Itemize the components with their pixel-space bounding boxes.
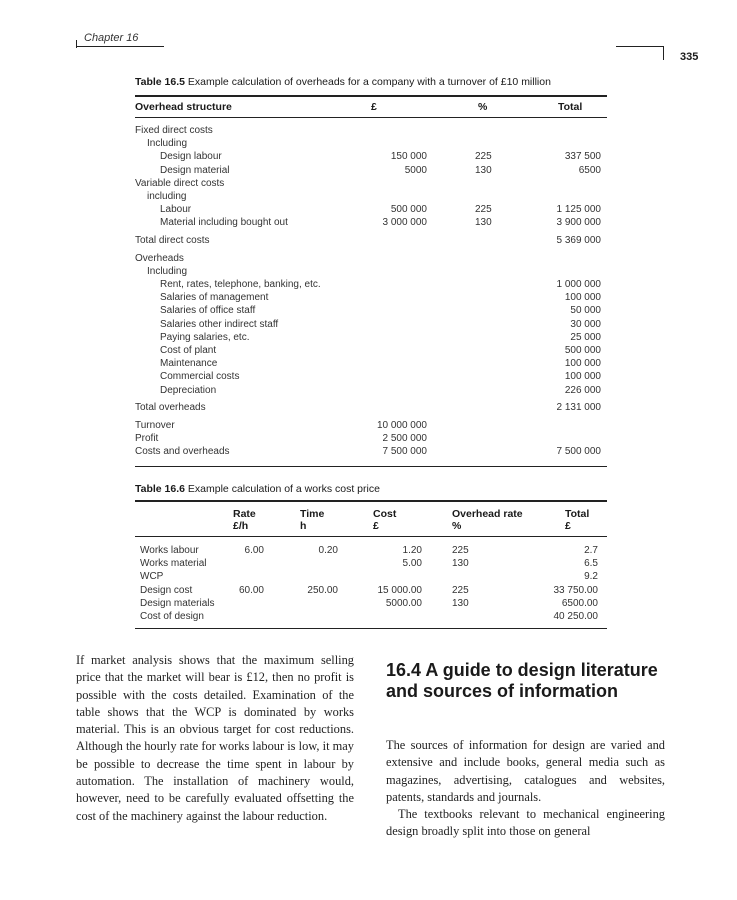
table-16-6-caption (135, 483, 380, 495)
table-row (135, 446, 607, 459)
row-label: Works material (140, 558, 207, 570)
total-cell: 100 000 (564, 371, 601, 383)
table-row (135, 204, 607, 217)
row-label: Overheads (135, 252, 184, 264)
table-row (135, 385, 607, 398)
time-cell: 250.00 (307, 584, 338, 596)
total-cell: 9.2 (584, 571, 598, 583)
table-top-rule (135, 95, 607, 97)
total-cell: 40 250.00 (553, 610, 598, 622)
total-cell: 1 000 000 (556, 279, 601, 291)
table-16-5-body (135, 125, 607, 460)
table-row (135, 345, 607, 358)
table-row (135, 420, 607, 433)
amount-cell: 5000 (404, 164, 427, 176)
total-cell: 100 000 (564, 358, 601, 370)
rate-header: Rate £/h (233, 508, 256, 532)
row-label: Design material (160, 164, 230, 176)
row-label: Works labour (140, 545, 199, 556)
row-label: Variable direct costs (135, 177, 225, 189)
time-cell: 0.20 (318, 545, 338, 556)
rate-cell: 6.00 (244, 545, 264, 556)
table-16-6-caption-text: Example calculation of a works cost price (187, 483, 380, 495)
table-row (140, 558, 607, 571)
table-row (135, 332, 607, 345)
row-label: including (147, 190, 187, 202)
table-row (140, 571, 607, 584)
table-row (135, 305, 607, 318)
row-label: Salaries other indirect staff (160, 318, 279, 330)
total-cell: 1 125 000 (556, 204, 601, 216)
column-header: £ (371, 101, 377, 113)
table-row (135, 165, 607, 178)
percent-cell: 130 (475, 217, 492, 229)
total-cell: 6.5 (584, 558, 598, 570)
row-label: Depreciation (160, 384, 217, 396)
table-row (135, 279, 607, 292)
table-row (135, 217, 607, 230)
table-header-rule (135, 536, 607, 537)
cost-cell: 15 000.00 (377, 584, 422, 596)
total-cell: 2 131 000 (556, 401, 601, 413)
overhead-rate-header: Overhead rate % (452, 508, 523, 532)
row-label: Design materials (140, 597, 215, 609)
table-row (135, 151, 607, 164)
table-row (135, 191, 607, 204)
rate-cell: 60.00 (238, 584, 264, 596)
total-cell: 6500 (578, 164, 601, 176)
row-label: Turnover (135, 419, 175, 431)
table-bottom-rule (135, 628, 607, 629)
row-label: Commercial costs (160, 371, 240, 383)
row-label: Design labour (160, 151, 222, 163)
overhead-rate-cell: 225 (452, 545, 469, 556)
page-number: 335 (680, 51, 699, 63)
percent-cell: 225 (475, 151, 492, 163)
amount-cell: 500 000 (390, 204, 427, 216)
row-label: Maintenance (160, 358, 218, 370)
amount-cell: 150 000 (390, 151, 427, 163)
total-cell: 25 000 (570, 331, 601, 343)
row-label: Salaries of office staff (160, 305, 256, 317)
cost-cell: 1.20 (402, 545, 422, 556)
row-label: Including (147, 138, 188, 150)
row-label: Paying salaries, etc. (160, 331, 250, 343)
table-16-5-caption-label: Table 16.5 (135, 76, 185, 88)
table-row (135, 138, 607, 151)
table-top-rule (135, 500, 607, 502)
total-cell: 7 500 000 (556, 446, 601, 458)
table-row (135, 292, 607, 305)
cost-cell: 5.00 (402, 558, 422, 570)
table-16-6-caption-label: Table 16.6 (135, 483, 185, 495)
column-header: % (478, 101, 488, 113)
row-label: Total direct costs (135, 234, 210, 246)
table-16-5-caption (135, 76, 551, 88)
column-header: Overhead structure (135, 101, 232, 113)
percent-cell: 130 (475, 164, 492, 176)
body-paragraph: If market analysis shows that the maximum selling price that the market will bear is £12, then no profit is possible with the costs detailed. Examination of the table shows that the WCP is dominated by works material. This is an obvious target for cost reductions. Although the hourly rate for works labour is low, it may be possible to decrease the time spent in labour by automation. The installation of machinery would, however, need to be carefully evaluated offsetting the cost of the machinery against the labour reduction. (76, 653, 354, 823)
body-paragraph: The sources of information for design are varied and extensive and include books, general media such as magazines, advertising, catalogues and websites, patents, standards and journals. (386, 738, 665, 804)
header-rule (76, 46, 164, 47)
table-row (135, 358, 607, 371)
cost-header: Cost £ (373, 508, 397, 532)
table-row (135, 253, 607, 266)
body-column-right (386, 737, 665, 841)
row-label: Salaries of management (160, 292, 269, 304)
total-cell: 50 000 (570, 305, 601, 317)
total-cell: 33 750.00 (553, 584, 598, 596)
total-cell: 100 000 (564, 292, 601, 304)
row-label: Fixed direct costs (135, 125, 213, 136)
total-cell: 337 500 (564, 151, 601, 163)
row-label: Total overheads (135, 401, 206, 413)
table-bottom-rule (135, 466, 607, 467)
row-label: Labour (160, 204, 192, 216)
row-label: Rent, rates, telephone, banking, etc. (160, 279, 321, 291)
total-cell: 226 000 (564, 384, 601, 396)
row-label: Including (147, 265, 188, 277)
total-header: Total £ (565, 508, 590, 532)
total-cell: 6500.00 (561, 597, 598, 609)
amount-cell: 3 000 000 (382, 217, 427, 229)
table-row (140, 545, 607, 558)
table-16-5-caption-text: Example calculation of overheads for a company with a turnover of £10 million (187, 76, 551, 88)
row-label: Profit (135, 433, 159, 445)
row-label: Material including bought out (160, 217, 288, 229)
table-row (135, 235, 607, 248)
table-row (135, 125, 607, 138)
body-paragraph: The textbooks relevant to mechanical engineering design broadly split into those on general (386, 807, 665, 839)
table-row (135, 178, 607, 191)
total-cell: 500 000 (564, 345, 601, 356)
total-cell: 3 900 000 (556, 217, 601, 229)
row-label: Cost of plant (160, 345, 217, 356)
table-row (140, 611, 607, 624)
table-row (135, 371, 607, 384)
header-rule-tick (663, 46, 664, 60)
overhead-rate-cell: 225 (452, 584, 469, 596)
table-row (135, 319, 607, 332)
column-header: Total (558, 101, 583, 113)
time-header: Time h (300, 508, 325, 532)
total-cell: 5 369 000 (556, 234, 601, 246)
row-label: Costs and overheads (135, 446, 230, 458)
table-row (140, 598, 607, 611)
section-heading: 16.4 A guide to design literature and sources of information (386, 660, 658, 701)
table-row (135, 402, 607, 415)
table-row (135, 266, 607, 279)
amount-cell: 10 000 000 (376, 419, 427, 431)
table-16-6-body (140, 545, 607, 624)
header-rule (616, 46, 664, 47)
table-header-rule (135, 117, 607, 118)
row-label: Cost of design (140, 610, 204, 622)
row-label: Design cost (140, 584, 193, 596)
overhead-rate-cell: 130 (452, 597, 469, 609)
chapter-label: Chapter 16 (84, 32, 139, 44)
total-cell: 2.7 (584, 545, 598, 556)
table-row (135, 433, 607, 446)
percent-cell: 225 (475, 204, 492, 216)
amount-cell: 7 500 000 (382, 446, 427, 458)
cost-cell: 5000.00 (385, 597, 422, 609)
table-row (140, 585, 607, 598)
total-cell: 30 000 (570, 318, 601, 330)
overhead-rate-cell: 130 (452, 558, 469, 570)
row-label: WCP (140, 571, 164, 583)
amount-cell: 2 500 000 (382, 433, 427, 445)
